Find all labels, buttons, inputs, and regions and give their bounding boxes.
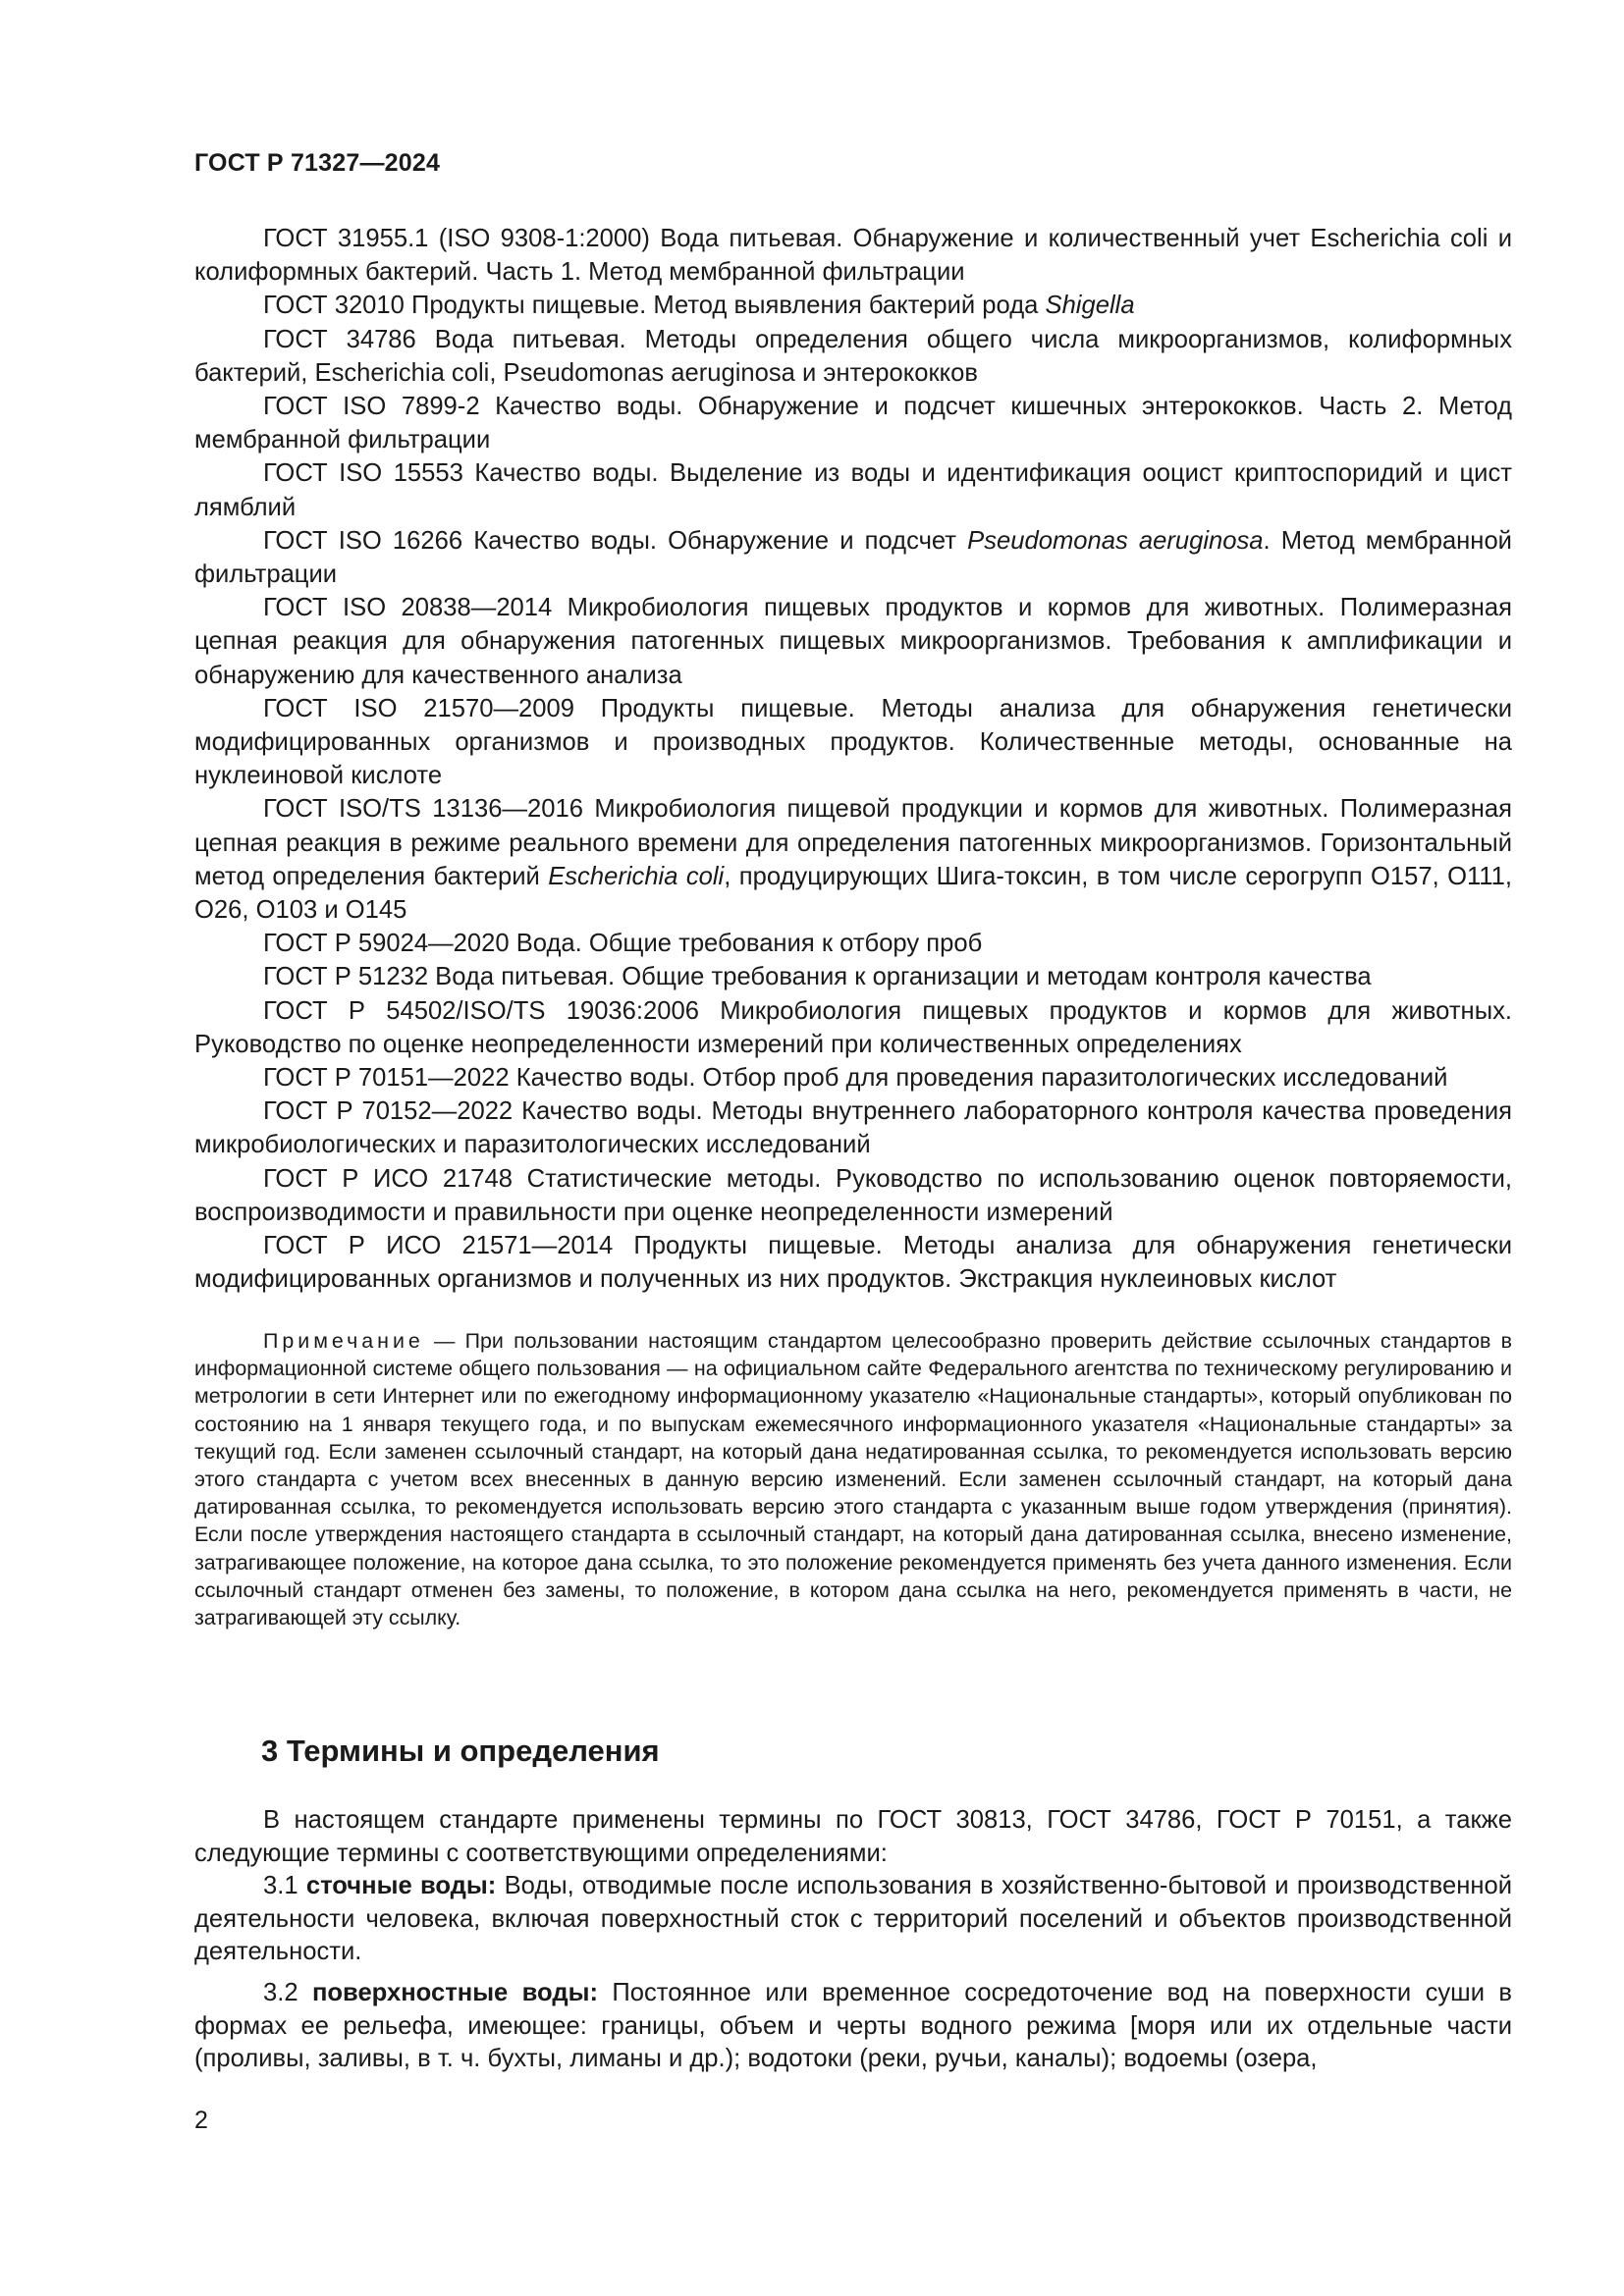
term-number: 3.2 bbox=[263, 1978, 312, 2006]
reference-item: ГОСТ ISO 20838—2014 Микробиология пищевых продуктов и кормов для животных. Полимеразная цепная реакция для обнаружения патогенных пищевых микроорганизмов. Требования к амплификации и обнаружению для качественного анализа bbox=[194, 594, 1512, 689]
reference-item: ГОСТ Р 51232 Вода питьевая. Общие требования к организации и методам контроля качества bbox=[263, 963, 1372, 991]
terms-section bbox=[194, 1804, 1512, 2076]
italic-term: Pseudomonas aeruginosa bbox=[967, 526, 1264, 555]
note-text: — При пользовании настоящим стандартом целесообразно проверить действие ссылочных стандартов в информационной системе общего пользования — на официальном сайте Федерального агентства по техническому регулированию и метрологии в сети Интернет или по ежегодному информационному указателю «Национальные стандарты», который опубликован по состоянию на 1 января текущего года, и по выпускам ежемесячного информационного указателя «Национальные стандарты» за текущий год. Если заменен ссылочный стандарт, на который дана недатированная ссылка, то рекомендуется использовать версию этого стандарта с учетом всех внесенных в данную версию изменений. Если заменен ссылочный стандарт, на который дана датированная ссылка, то рекомендуется использовать версию этого стандарта с указанным выше годом утверждения (принятия). Если после утверждения настоящего стандарта в ссылочный стандарт, на который дана датированная ссылка, внесено изменение, затрагивающее положение, на которое дана ссылка, то это положение рекомендуется применять без учета данного изменения. Если ссылочный стандарт отменен без замены, то положение, в котором дана ссылка на него, рекомендуется применять в части, не затрагивающей эту ссылку. bbox=[194, 1329, 1512, 1630]
reference-item: ГОСТ ISO 7899-2 Качество воды. Обнаружение и подсчет кишечных энтерококков. Часть 2. Метод мембранной фильтрации bbox=[194, 393, 1512, 454]
term-definition: Воды, отводимые после использования в хозяйственно-бытовой и производственной деятельности человека, включая поверхностный сток с территорий поселений и объектов производственной деятельности. bbox=[194, 1872, 1512, 1966]
term-definition: Постоянное или временное сосредоточение вод на поверхности суши в формах ее рельефа, имеющее: границы, объем и черты водного режима [моря или их отдельные части (проливы, заливы, в т. ч. бухты, лиманы и др.); водотоки (реки, ручьи, каналы); водоемы (озера, bbox=[194, 1978, 1512, 2073]
reference-item: ГОСТ Р 54502/ISO/TS 19036:2006 Микробиология пищевых продуктов и кормов для животных. Руководство по оценке неопределенности измерений при количественных определениях bbox=[194, 996, 1512, 1058]
page-number: 2 bbox=[194, 2107, 208, 2134]
note-paragraph bbox=[194, 1327, 1512, 1631]
term-entry bbox=[194, 1870, 1512, 1969]
normative-references-list bbox=[194, 222, 1512, 1297]
reference-item: ГОСТ ISO 21570—2009 Продукты пищевые. Методы анализа для обнаружения генетически модифицированных организмов и производных продуктов. Количественные методы, основанные на нуклеиновой кислоте bbox=[194, 694, 1512, 790]
reference-item: ГОСТ Р 70152—2022 Качество воды. Методы внутреннего лабораторного контроля качества проведения микробиологических и паразитологических исследований bbox=[194, 1097, 1512, 1159]
reference-item: ГОСТ ISO/TS 13136—2016 Микробиология пищевой продукции и кормов для животных. Полимеразная цепная реакция в режиме реального времени для определения патогенных микроорганизмов. Горизонтальный метод определения бактерий Escherichia coli, продуцирующих Шига-токсин, в том числе серогрупп O157, O111, O26, O103 и O145 bbox=[194, 795, 1512, 925]
reference-item: ГОСТ ISO 15553 Качество воды. Выделение из воды и идентификация ооцист криптоспоридий и цист лямблий bbox=[194, 459, 1512, 521]
reference-item: ГОСТ Р ИСО 21748 Статистические методы. Руководство по использованию оценок повторяемости, воспроизводимости и правильности при оценке неопределенности измерений bbox=[194, 1164, 1512, 1226]
standard-code-header: ГОСТ Р 71327—2024 bbox=[194, 149, 441, 177]
italic-term: Shigella bbox=[1045, 292, 1135, 320]
note-block bbox=[194, 1327, 1512, 1631]
term-name: поверхностные воды: bbox=[311, 1978, 598, 2006]
section-intro: В настоящем стандарте применены термины по ГОСТ 30813, ГОСТ 34786, ГОСТ Р 70151, а также следующие термины с соответствующими определениями: bbox=[194, 1806, 1512, 1867]
reference-item: ГОСТ 32010 Продукты пищевые. Метод выявления бактерий рода Shigella bbox=[263, 292, 1135, 320]
reference-item: ГОСТ Р 59024—2020 Вода. Общие требования к отбору проб bbox=[263, 930, 983, 958]
reference-item: ГОСТ ISO 16266 Качество воды. Обнаружение и подсчет Pseudomonas aeruginosa. Метод мембранной фильтрации bbox=[194, 526, 1512, 589]
reference-item: ГОСТ 31955.1 (ISO 9308-1:2000) Вода питьевая. Обнаружение и количественный учет Escherichia coli и колиформных бактерий. Часть 1. Метод мембранной фильтрации bbox=[194, 225, 1512, 287]
italic-term: Escherichia coli bbox=[548, 862, 725, 890]
section-title: 3 Термины и определения bbox=[261, 1734, 660, 1768]
reference-item: ГОСТ Р ИСО 21571—2014 Продукты пищевые. Методы анализа для обнаружения генетически модифицированных организмов и полученных из них продуктов. Экстракция нуклеиновых кислот bbox=[194, 1232, 1512, 1294]
term-name: сточные воды: bbox=[305, 1872, 497, 1900]
note-label: Примечание bbox=[263, 1329, 424, 1353]
reference-item: ГОСТ 34786 Вода питьевая. Методы определения общего числа микроорганизмов, колиформных бактерий, Escherichia coli, Pseudomonas aeruginosa и энтерококков bbox=[194, 325, 1512, 387]
term-entry bbox=[194, 1977, 1512, 2076]
reference-item: ГОСТ Р 70151—2022 Качество воды. Отбор проб для проведения паразитологических исследований bbox=[263, 1064, 1448, 1093]
term-number: 3.1 bbox=[263, 1872, 306, 1900]
